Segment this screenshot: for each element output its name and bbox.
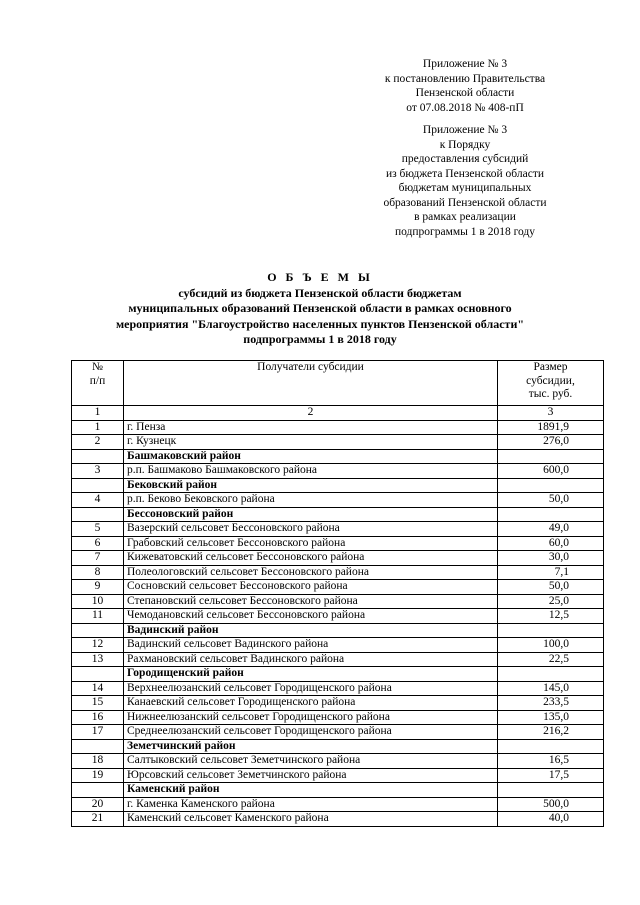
subsidy-amount: 276,0 — [498, 435, 604, 450]
district-row — [72, 667, 604, 682]
appendix-line: от 07.08.2018 № 408-пП — [406, 101, 524, 114]
title-line: мероприятия "Благоустройство населенных пунктов Пензенской области" — [115, 316, 525, 331]
subsidy-amount: 12,5 — [498, 609, 604, 624]
table-row — [72, 609, 604, 624]
row-number: 6 — [72, 536, 124, 551]
recipient-name: Вазерский сельсовет Бессоновского района — [124, 522, 498, 537]
subsidy-amount: 145,0 — [498, 681, 604, 696]
appendix-line: к постановлению Правительства — [384, 72, 546, 85]
district-name: Земетчинский район — [124, 739, 498, 754]
table-row — [72, 768, 604, 783]
subsidy-amount: 1891,9 — [498, 420, 604, 435]
table-row — [72, 812, 604, 827]
table-row — [72, 565, 604, 580]
subsidy-amount: 50,0 — [498, 493, 604, 508]
row-number: 15 — [72, 696, 124, 711]
title-line: муниципальных образований Пензенской области в рамках основного — [128, 301, 512, 315]
table-body — [72, 420, 604, 826]
empty-cell — [498, 449, 604, 464]
row-number: 14 — [72, 681, 124, 696]
recipient-name: Верхнеелюзанский сельсовет Городищенского района — [124, 681, 498, 696]
appendix-line: из бюджета Пензенской области — [385, 167, 545, 180]
appendix-line: бюджетам муниципальных — [398, 182, 532, 194]
table-row — [72, 580, 604, 595]
appendix-to-resolution — [360, 57, 570, 115]
recipient-name: Среднеелюзанский сельсовет Городищенского района — [124, 725, 498, 740]
recipient-name: Степановский сельсовет Бессоновского района — [124, 594, 498, 609]
appendix-line: в рамках реализации — [414, 211, 516, 223]
appendix-line: образований Пензенской области — [383, 196, 547, 209]
district-row — [72, 623, 604, 638]
appendix-to-procedure — [360, 123, 570, 239]
recipient-name: р.п. Беково Бековского района — [124, 493, 498, 508]
recipient-name: г. Каменка Каменского района — [124, 797, 498, 812]
subsidy-amount: 600,0 — [498, 464, 604, 479]
empty-cell — [72, 739, 124, 754]
district-name: Башмаковский район — [124, 449, 498, 464]
empty-cell — [498, 478, 604, 493]
header-recipient: Получатели субсидии — [124, 361, 498, 406]
row-number: 3 — [72, 464, 124, 479]
recipient-name: Рахмановский сельсовет Вадинского района — [124, 652, 498, 667]
district-row — [72, 449, 604, 464]
row-number: 16 — [72, 710, 124, 725]
empty-cell — [72, 623, 124, 638]
district-row — [72, 739, 604, 754]
header-number: № п/п — [72, 361, 124, 406]
subsidy-amount: 25,0 — [498, 594, 604, 609]
empty-cell — [72, 449, 124, 464]
table-row — [72, 464, 604, 479]
subsidy-amount: 7,1 — [498, 565, 604, 580]
table-row — [72, 536, 604, 551]
row-number: 20 — [72, 797, 124, 812]
empty-cell — [498, 783, 604, 798]
column-number: 2 — [124, 406, 498, 421]
table-row — [72, 696, 604, 711]
district-name: Бековский район — [124, 478, 498, 493]
table-header-row — [72, 361, 604, 406]
subsidy-amount: 135,0 — [498, 710, 604, 725]
subsidy-amount: 60,0 — [498, 536, 604, 551]
column-number-row — [72, 406, 604, 421]
subsidy-amount: 100,0 — [498, 638, 604, 653]
appendix-line: Приложение № 3 — [422, 58, 508, 70]
row-number: 13 — [72, 652, 124, 667]
table-row — [72, 725, 604, 740]
appendix-line: Пензенской области — [415, 87, 515, 99]
recipient-name: Полеологовский сельсовет Бессоновского района — [124, 565, 498, 580]
row-number: 1 — [72, 420, 124, 435]
appendix-line: к Порядку — [439, 138, 491, 151]
subsidy-amount: 50,0 — [498, 580, 604, 595]
recipient-name: г. Пенза — [124, 420, 498, 435]
empty-cell — [498, 507, 604, 522]
empty-cell — [498, 739, 604, 754]
title-line: субсидий из бюджета Пензенской области бюджетам — [178, 285, 462, 300]
row-number: 11 — [72, 609, 124, 624]
row-number: 5 — [72, 522, 124, 537]
recipient-name: Вадинский сельсовет Вадинского района — [124, 638, 498, 653]
table-row — [72, 797, 604, 812]
table-row — [72, 710, 604, 725]
title-line: подпрограммы 1 в 2018 году — [243, 332, 397, 346]
subsidy-amount: 500,0 — [498, 797, 604, 812]
subsidy-amount: 40,0 — [498, 812, 604, 827]
recipient-name: Кижеватовский сельсовет Бессоновского района — [124, 551, 498, 566]
document-title — [80, 270, 560, 348]
empty-cell — [72, 783, 124, 798]
district-row — [72, 478, 604, 493]
empty-cell — [72, 667, 124, 682]
subsidy-amount: 233,5 — [498, 696, 604, 711]
recipient-name: Салтыковский сельсовет Земетчинского района — [124, 754, 498, 769]
district-name: Бессоновский район — [124, 507, 498, 522]
district-name: Каменский район — [124, 783, 498, 798]
subsidies-table — [71, 360, 604, 827]
title-heading: О Б Ъ Е М Ы — [267, 270, 373, 284]
table-row — [72, 522, 604, 537]
table-row — [72, 681, 604, 696]
district-row — [72, 783, 604, 798]
empty-cell — [72, 507, 124, 522]
header-amount: Размер субсидии, тыс. руб. — [498, 361, 604, 406]
row-number: 18 — [72, 754, 124, 769]
row-number: 9 — [72, 580, 124, 595]
subsidy-amount: 30,0 — [498, 551, 604, 566]
row-number: 8 — [72, 565, 124, 580]
recipient-name: Нижнеелюзанский сельсовет Городищенского района — [124, 710, 498, 725]
row-number: 17 — [72, 725, 124, 740]
row-number: 10 — [72, 594, 124, 609]
row-number: 7 — [72, 551, 124, 566]
table-row — [72, 493, 604, 508]
row-number: 4 — [72, 493, 124, 508]
table-row — [72, 594, 604, 609]
subsidy-amount: 216,2 — [498, 725, 604, 740]
table-row — [72, 638, 604, 653]
row-number: 2 — [72, 435, 124, 450]
district-name: Вадинский район — [124, 623, 498, 638]
empty-cell — [498, 623, 604, 638]
subsidy-amount: 22,5 — [498, 652, 604, 667]
table-row — [72, 435, 604, 450]
recipient-name: Юрсовский сельсовет Земетчинского района — [124, 768, 498, 783]
subsidy-amount: 17,5 — [498, 768, 604, 783]
recipient-name: р.п. Башмаково Башмаковского района — [124, 464, 498, 479]
column-number: 1 — [72, 406, 124, 421]
table-row — [72, 754, 604, 769]
row-number: 19 — [72, 768, 124, 783]
district-name: Городищенский район — [124, 667, 498, 682]
column-number: 3 — [498, 406, 604, 421]
row-number: 12 — [72, 638, 124, 653]
appendix-line: предоставления субсидий — [401, 153, 529, 165]
subsidy-amount: 49,0 — [498, 522, 604, 537]
recipient-name: Чемодановский сельсовет Бессоновского района — [124, 609, 498, 624]
table-row — [72, 551, 604, 566]
recipient-name: Сосновский сельсовет Бессоновского района — [124, 580, 498, 595]
table-row — [72, 420, 604, 435]
subsidy-amount: 16,5 — [498, 754, 604, 769]
recipient-name: Каменский сельсовет Каменского района — [124, 812, 498, 827]
district-row — [72, 507, 604, 522]
empty-cell — [498, 667, 604, 682]
recipient-name: Грабовский сельсовет Бессоновского района — [124, 536, 498, 551]
empty-cell — [72, 478, 124, 493]
table-row — [72, 652, 604, 667]
appendix-line: подпрограммы 1 в 2018 году — [394, 225, 536, 238]
row-number: 21 — [72, 812, 124, 827]
recipient-name: Канаевский сельсовет Городищенского района — [124, 696, 498, 711]
recipient-name: г. Кузнецк — [124, 435, 498, 450]
appendix-line: Приложение № 3 — [422, 124, 508, 136]
